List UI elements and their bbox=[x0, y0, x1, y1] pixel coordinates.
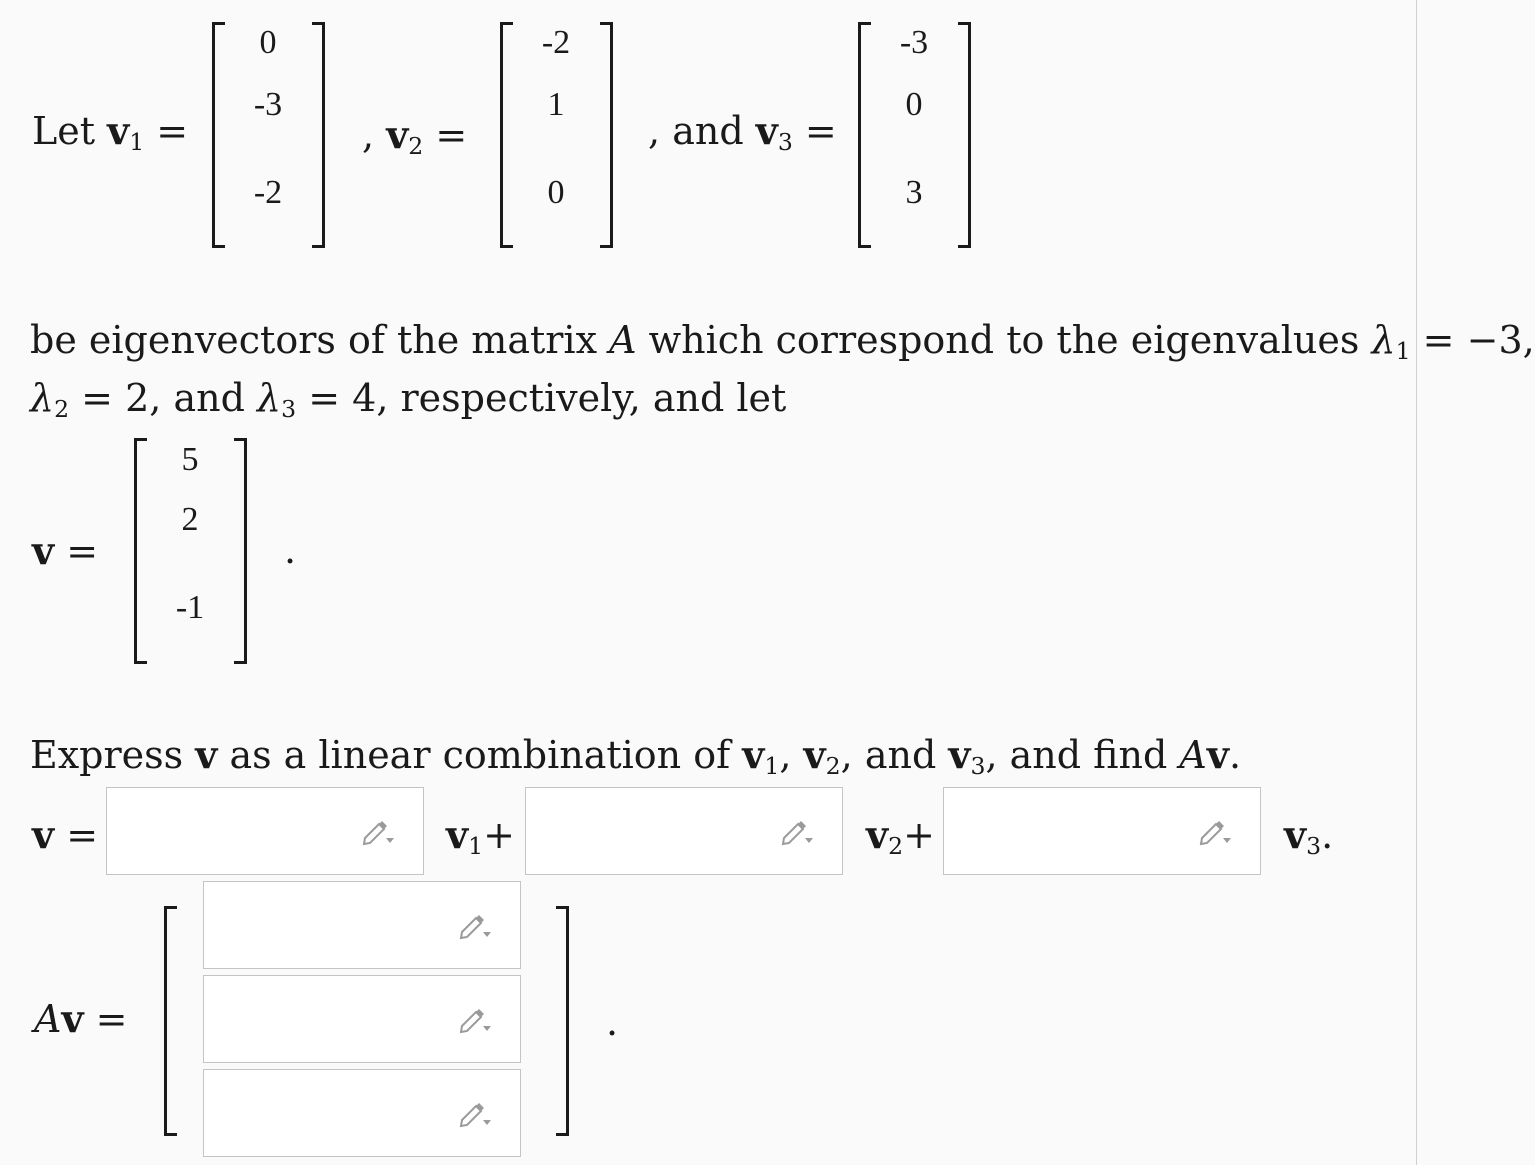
pencil-dropdown-icon[interactable] bbox=[1198, 818, 1232, 846]
v1-right-bracket bbox=[312, 22, 325, 248]
v-entry-1: 5 bbox=[181, 441, 199, 478]
question-express: Express bbox=[30, 733, 184, 777]
question-find: and find bbox=[1009, 733, 1168, 777]
question-v3-symbol: v bbox=[948, 732, 971, 777]
v3-subscript: 3 bbox=[1306, 831, 1322, 860]
equals-sign: = bbox=[95, 997, 128, 1041]
av-a-symbol: A bbox=[34, 997, 62, 1041]
v3-symbol: v bbox=[1284, 812, 1307, 857]
v-left-bracket bbox=[134, 438, 147, 664]
coefficient-2-input[interactable] bbox=[525, 787, 843, 875]
equals-sign: = bbox=[81, 376, 114, 420]
v1-symbol: v bbox=[446, 812, 469, 857]
eigen-text-end: respectively, and let bbox=[400, 376, 787, 420]
v1-plus-label bbox=[446, 812, 515, 860]
av-entry-2-input[interactable] bbox=[203, 975, 521, 1063]
answer-v-symbol: v bbox=[32, 812, 55, 857]
v-entry-3: -1 bbox=[175, 589, 205, 626]
question-mid-text: as a linear combination of bbox=[229, 733, 731, 777]
v2-label bbox=[362, 112, 468, 160]
av-right-bracket bbox=[556, 906, 569, 1136]
question-and: and bbox=[864, 733, 937, 777]
and-word: and bbox=[672, 109, 744, 153]
v2-symbol: v bbox=[386, 112, 409, 157]
v1-entry-1: 0 bbox=[259, 24, 277, 61]
pencil-dropdown-icon[interactable] bbox=[458, 1100, 492, 1128]
v2-plus-label bbox=[866, 812, 935, 860]
v-def-label bbox=[32, 528, 98, 573]
av-v-symbol: v bbox=[61, 996, 84, 1041]
v3-right-bracket bbox=[958, 22, 971, 248]
question-av-symbol: v bbox=[1206, 732, 1229, 777]
v2-entry-3: 0 bbox=[547, 174, 565, 211]
lambda-1-subscript: 1 bbox=[1395, 336, 1411, 365]
v-symbol: v bbox=[32, 528, 55, 573]
lambda-2-symbol: λ bbox=[30, 376, 55, 420]
v-entry-2: 2 bbox=[181, 501, 199, 538]
v3-entry-3: 3 bbox=[905, 174, 923, 211]
answer-v-label bbox=[32, 812, 98, 857]
equals-sign: = bbox=[66, 529, 99, 573]
av-label bbox=[34, 996, 127, 1041]
coefficient-1-input[interactable] bbox=[106, 787, 424, 875]
question-text bbox=[30, 726, 1241, 784]
let-v1-label bbox=[32, 108, 189, 156]
comma: , bbox=[840, 733, 853, 777]
v2-left-bracket bbox=[500, 22, 513, 248]
v1-subscript: 1 bbox=[468, 831, 484, 860]
lambda-2-value: 2, bbox=[125, 376, 162, 420]
question-v2-symbol: v bbox=[803, 732, 826, 777]
equals-sign: = bbox=[804, 109, 837, 153]
av-entry-1-input[interactable] bbox=[203, 881, 521, 969]
v1-subscript: 1 bbox=[129, 127, 145, 156]
lambda-2-subscript: 2 bbox=[54, 394, 70, 423]
eigen-text-part-1: be eigenvectors of the matrix bbox=[30, 318, 597, 362]
matrix-a-symbol: A bbox=[609, 318, 637, 362]
av-entry-3-input[interactable] bbox=[203, 1069, 521, 1157]
v3-entry-1: -3 bbox=[899, 24, 929, 61]
v-def-period: . bbox=[284, 528, 297, 572]
v3-entry-2: 0 bbox=[905, 86, 923, 123]
comma: , bbox=[648, 109, 661, 153]
coefficient-3-input[interactable] bbox=[943, 787, 1261, 875]
v2-entry-1: -2 bbox=[541, 24, 571, 61]
pencil-dropdown-icon[interactable] bbox=[458, 1006, 492, 1034]
v2-entry-2: 1 bbox=[547, 86, 565, 123]
pencil-dropdown-icon[interactable] bbox=[780, 818, 814, 846]
lambda-3-value: 4, bbox=[352, 376, 389, 420]
v1-entry-2: -3 bbox=[253, 86, 283, 123]
plus-sign: + bbox=[483, 813, 515, 857]
pencil-dropdown-icon[interactable] bbox=[458, 912, 492, 940]
lambda-3-symbol: λ bbox=[257, 376, 282, 420]
comma: , bbox=[362, 113, 375, 157]
lambda-1-value: −3, bbox=[1466, 318, 1535, 362]
eigen-text-part-2: which correspond to the eigenvalues bbox=[648, 318, 1360, 362]
let-word: Let bbox=[32, 109, 95, 153]
equals-sign: = bbox=[156, 109, 189, 153]
v1-entry-3: -2 bbox=[253, 174, 283, 211]
question-a-symbol: A bbox=[1179, 733, 1207, 777]
v1-left-bracket bbox=[212, 22, 225, 248]
v3-period-label bbox=[1284, 812, 1334, 860]
question-v1-subscript: 1 bbox=[764, 751, 780, 780]
v3-left-bracket bbox=[858, 22, 871, 248]
v3-subscript: 3 bbox=[777, 127, 793, 156]
v3-label bbox=[648, 108, 837, 156]
v-right-bracket bbox=[234, 438, 247, 664]
lambda-1-symbol: λ bbox=[1371, 318, 1396, 362]
equals-sign: = bbox=[308, 376, 341, 420]
period: . bbox=[1321, 813, 1334, 857]
comma: , bbox=[985, 733, 998, 777]
comma: , bbox=[779, 733, 792, 777]
av-period: . bbox=[606, 1000, 619, 1044]
plus-sign: + bbox=[903, 813, 935, 857]
pencil-dropdown-icon[interactable] bbox=[361, 818, 395, 846]
v1-symbol: v bbox=[107, 108, 130, 153]
v2-subscript: 2 bbox=[888, 831, 904, 860]
question-v-symbol: v bbox=[195, 732, 218, 777]
eigen-line-2 bbox=[30, 369, 786, 427]
v2-symbol: v bbox=[866, 812, 889, 857]
question-v1-symbol: v bbox=[742, 732, 765, 777]
equals-sign: = bbox=[1422, 318, 1455, 362]
question-v3-subscript: 3 bbox=[970, 751, 986, 780]
av-left-bracket bbox=[164, 906, 177, 1136]
v3-symbol: v bbox=[755, 108, 778, 153]
eigen-line-1 bbox=[30, 311, 1535, 369]
and-word: and bbox=[173, 376, 245, 420]
page-right-border bbox=[1416, 0, 1417, 1165]
equals-sign: = bbox=[66, 813, 99, 857]
question-period: . bbox=[1228, 733, 1242, 777]
question-v2-subscript: 2 bbox=[825, 751, 841, 780]
lambda-3-subscript: 3 bbox=[281, 394, 297, 423]
v2-right-bracket bbox=[600, 22, 613, 248]
v2-subscript: 2 bbox=[408, 131, 424, 160]
equals-sign: = bbox=[435, 113, 468, 157]
